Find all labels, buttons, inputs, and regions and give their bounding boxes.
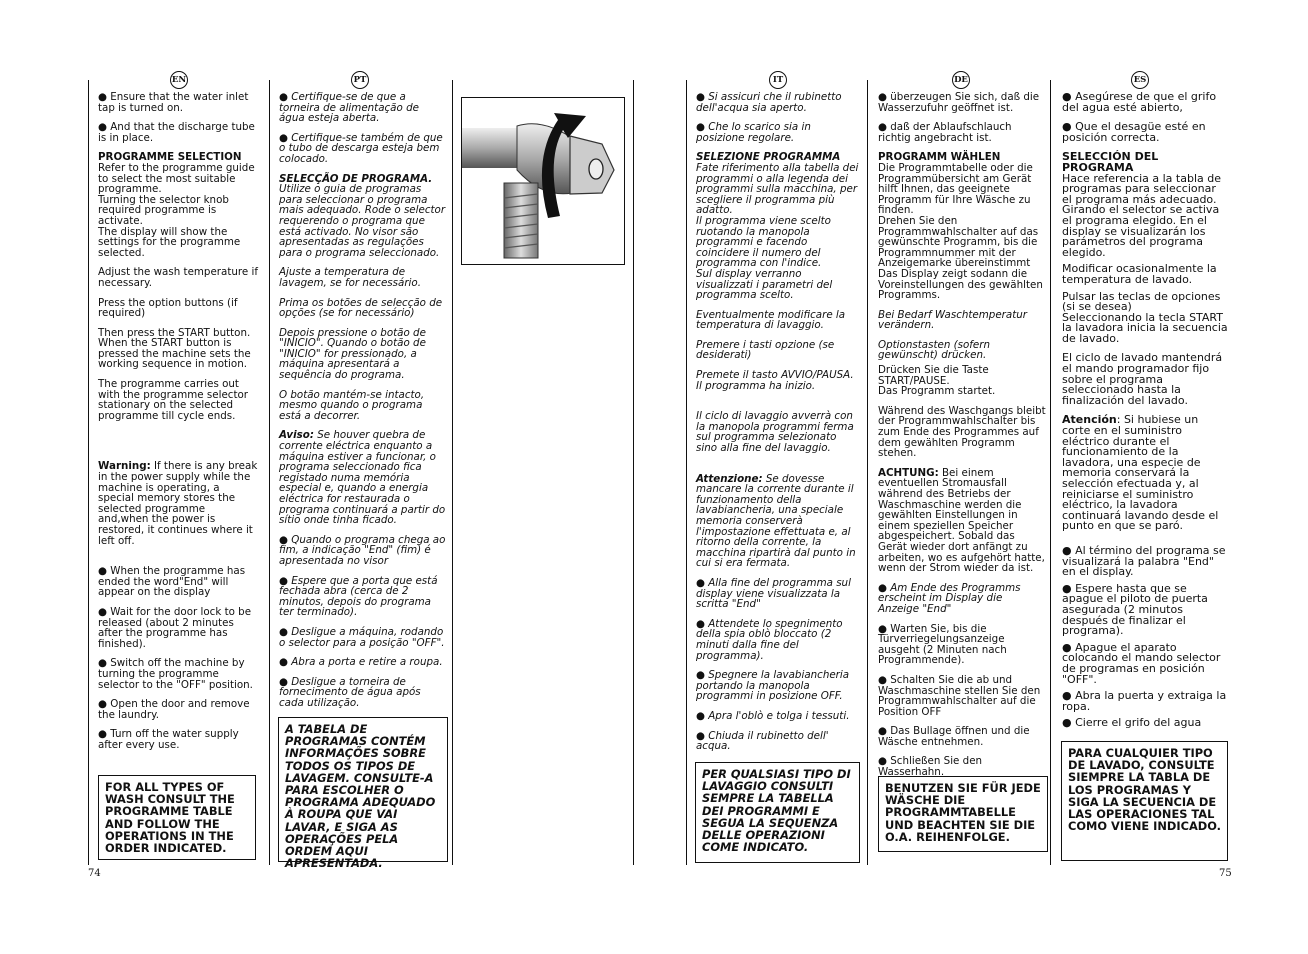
tap-icon bbox=[462, 98, 624, 264]
pt-warning-text: Se houver quebra de corrente eléctrica enquanto a máquina estiver a funcionar, o programa seleccionado fica registado numa memória especial e, quando a energia eléctrica for restaurada o programa continuará a partir do sítio onde tinha ficado. bbox=[279, 429, 446, 527]
it-start: Premete il tasto AVVIO/PAUSA. Il programma ha inizio. bbox=[696, 369, 854, 392]
pt-open-door: ● Abra a porta e retire a roupa. bbox=[279, 656, 443, 669]
es-notice-box: PARA CUALQUIER TIPO DE LAVADO, CONSULTE SIEMPRE LA TABLA DE LOS PROGRAMAS Y SIGA LA SECUENCIA DE LAS OPERACIONES TAL COMO VIENE INDICADO. bbox=[1061, 741, 1228, 861]
column-spanish bbox=[1062, 92, 1228, 738]
en-option-buttons: Press the option buttons (if required) bbox=[98, 296, 238, 320]
es-warning-label: Atención bbox=[1062, 413, 1117, 427]
lang-badge-de: DE bbox=[952, 71, 970, 89]
en-notice-box: FOR ALL TYPES OF WASH CONSULT THE PROGRAMME TABLE AND FOLLOW THE OPERATIONS IN THE ORDER INDICATED. bbox=[98, 775, 256, 860]
en-start: Then press the START button. When the START button is pressed the machine sets the working sequence in motion. bbox=[98, 326, 251, 371]
column-portuguese bbox=[279, 92, 447, 718]
en-warning bbox=[98, 461, 258, 546]
es-door-lock: ● Espere hasta que se apague el piloto de puerta asegurada (2 minutos después de finalizar el programa). bbox=[1062, 581, 1208, 638]
en-selection-text: Refer to the programme guide to select the most suitable programme. Turning the selector knob required programme is activate. The display will show the settings for the programme selected. bbox=[98, 161, 255, 259]
it-notice-box: PER QUALSIASI TIPO DI LAVAGGIO CONSULTI SEMPRE LA TABELLA DEI PROGRAMMI E SEGUA LA SEQUENZA DELLE OPERAZIONI COME INDICATO. bbox=[695, 762, 860, 863]
es-switch-off: ● Apague el aparato colocando el mando selector de programas en posición "OFF". bbox=[1062, 640, 1221, 686]
lang-badge-pt: PT bbox=[351, 71, 369, 89]
page-number-right: 75 bbox=[1219, 868, 1232, 879]
de-heading-programme-selection: PROGRAMM WÄHLEN bbox=[878, 151, 1001, 164]
en-end: ● When the programme has ended the word"End" will appear on the display bbox=[98, 565, 246, 599]
pt-warning-label: Aviso: bbox=[279, 429, 314, 442]
it-temperature: Eventualmente modificare la temperatura di lavaggio. bbox=[696, 308, 846, 332]
it-door-lock: ● Attendete lo spegnimento della spia oblò bloccato (2 minuti dalla fine del programma). bbox=[696, 617, 843, 662]
es-warning bbox=[1062, 415, 1228, 532]
it-water-supply: ● Chiuda il rubinetto dell' acqua. bbox=[696, 729, 829, 753]
page-number-left: 74 bbox=[88, 868, 101, 879]
de-warning-label: ACHTUNG: bbox=[878, 466, 939, 479]
rule-right-1 bbox=[686, 80, 687, 865]
pt-switch-off: ● Desligue a máquina, rodando o selector para a posição "OFF". bbox=[279, 625, 445, 649]
column-german bbox=[878, 92, 1046, 787]
es-warning-text: : Si hubiese un corte en el suministro eléctrico durante el funcionamiento de la lavadora, una especie de memoria conservará la selección efectuada y, al reiniciarse el suministro eléctrico, la lavadora continuará lavando desde el punto en que se paró. bbox=[1062, 413, 1219, 533]
de-temperature: Bei Bedarf Waschtemperatur verändern. bbox=[878, 308, 1028, 332]
es-selection-text: Hace referencia a la tabla de programas para seleccionar el programa más adecuado. Girando el selector se activa el programa elegido. En el display se visualizarán los parámetros del programa elegido. bbox=[1062, 171, 1221, 259]
es-discharge-tube: ● Que el desagüe esté en posición correcta. bbox=[1062, 120, 1206, 144]
de-end: ● Am Ende des Programms erscheint im Display die Anzeige "End" bbox=[878, 581, 1021, 615]
de-water-supply: ● Schließen Sie den Wasserhahn. bbox=[878, 755, 983, 779]
en-open-door: ● Open the door and remove the laundry. bbox=[98, 698, 250, 721]
en-discharge-tube: ● And that the discharge tube is in place. bbox=[98, 121, 255, 144]
it-heading-programme-selection: SELEZIONE PROGRAMMA bbox=[696, 151, 841, 164]
en-door-lock: ● Wait for the door lock to be released (about 2 minutes after the programme has finished). bbox=[98, 605, 252, 650]
en-water-supply: ● Turn off the water supply after every use. bbox=[98, 728, 239, 751]
pt-option-buttons: Prima os botões de selecção de opções (se for necessário) bbox=[279, 296, 443, 320]
pt-warning bbox=[279, 430, 447, 525]
pt-discharge-tube: ● Certifique-se também de que o tubo de descarga esteja bem colocado. bbox=[279, 131, 443, 165]
es-heading-programme-selection: SELECCIÓN DEL PROGRAMA bbox=[1062, 150, 1159, 174]
de-warning-text: Bei einem eventuellen Stromausfall während des Betriebs der Waschmaschine werden die gewählten Einstellungen in einem speziellen Speicher abgespeichert. Sobald das Gerät wieder dort anfängt zu arbeiten, wo es aufgehört hatte, wenn der Strom wieder da ist. bbox=[878, 466, 1045, 575]
en-warning-text: If there is any break in the power supply while the machine is operating, a special memory stores the selected programme and,when the power is restored, it continues where it left off. bbox=[98, 460, 258, 547]
rule-right-3 bbox=[1050, 80, 1051, 865]
pt-heading-programme-selection: SELECÇÃO DE PROGRAMA. bbox=[279, 172, 433, 185]
pt-water-supply: ● Desligue a torneira de fornecimento de água após cada utilização. bbox=[279, 675, 421, 709]
pt-selection-text: Utilize o guia de programas para seleccionar o programa mais adequado. Rode o selector requerendo o programa que está activado. No visor são apresentadas as regulações para o programa seleccionado. bbox=[279, 183, 446, 259]
de-start: Drücken Sie die Taste START/PAUSE. Das Programm startet. bbox=[878, 364, 996, 398]
lang-badge-it: IT bbox=[769, 71, 787, 89]
en-heading-programme-selection: PROGRAMME SELECTION bbox=[98, 151, 242, 164]
rule-right-2 bbox=[867, 80, 868, 865]
de-selection-text: Die Programmtabelle oder die Programmübersicht am Gerät hilft Ihnen, das geeignete Programm für Ihre Wäsche zu finden. Drehen Sie den Programmwahlschalter auf das gewünschte Programm, bis die Programmnummer mit der Anzeigemarke übereinstimmt Das Display zeigt sodann die Voreinstellungen des gewählten Programms. bbox=[878, 161, 1043, 302]
es-inlet-tap: ● Asegúrese de que el grifo del agua esté abierto, bbox=[1062, 90, 1217, 114]
lang-badge-en: EN bbox=[170, 71, 188, 89]
de-door-lock: ● Warten Sie, bis die Türverriegelungsanzeige ausgeht (2 Minuten nach Programmende). bbox=[878, 622, 1007, 667]
es-open-door: ● Abra la puerta y extraiga la ropa. bbox=[1062, 689, 1227, 713]
it-warning-label: Attenzione: bbox=[696, 472, 763, 485]
it-discharge-tube: ● Che lo scarico sia in posizione regolare. bbox=[696, 121, 811, 144]
water-tap-illustration bbox=[461, 97, 625, 265]
es-water-supply: ● Cierre el grifo del agua bbox=[1062, 716, 1202, 730]
de-notice-box: BENUTZEN SIE FÜR JEDE WÄSCHE DIE PROGRAMMTABELLE UND BEACHTEN SIE DIE O.A. REIHENFOLGE. bbox=[878, 776, 1048, 852]
es-end: ● Al término del programa se visualizará la palabra "End" en el display. bbox=[1062, 543, 1226, 579]
it-switch-off: ● Spegnere la lavabiancheria portando la manopola programmi in posizione OFF. bbox=[696, 669, 850, 703]
en-inlet-tap: ● Ensure that the water inlet tap is turned on. bbox=[98, 91, 249, 114]
pt-temperature: Ajuste a temperatura de lavagem, se for necessário. bbox=[279, 266, 421, 289]
it-cycle: Il ciclo di lavaggio avverrà con la manopola programmi ferma sul programma selezionato sino alla fine del lavaggio. bbox=[696, 410, 854, 455]
de-open-door: ● Das Bullage öffnen und die Wäsche entnehmen. bbox=[878, 725, 1030, 748]
pt-start: Depois pressione o botão de "INICIO". Quando o botão de "INICIO" for pressionado, a máquina apresentará a sequência do programa. bbox=[279, 326, 426, 382]
es-option-buttons: Pulsar las teclas de opciones (si se desea) Seleccionando la tecla START la lavadora inicia la secuencia de lavado. bbox=[1062, 289, 1228, 345]
de-option-buttons: Optionstasten (sofern gewünscht) drücken. bbox=[878, 338, 991, 362]
it-warning bbox=[696, 474, 860, 569]
rule-left-4 bbox=[633, 80, 634, 865]
pt-end: ● Quando o programa chega ao fim, a indicação "End" (fim) é apresentada no visor bbox=[279, 533, 446, 567]
en-temperature: Adjust the wash temperature if necessary. bbox=[98, 266, 259, 289]
pt-notice-box: A TABELA DE PROGRAMAS CONTÉM INFORMAÇÕES SOBRE TODOS OS TIPOS DE LAVAGEM. CONSULTE-A PARA ESCOLHER O PROGRAMA ADEQUADO À ROUPA QUE VAI LAVAR, E SIGA AS OPERAÇÕES PELA ORDEM AQUI APRESENTADA. bbox=[278, 717, 448, 862]
it-selection-text: Fate riferimento alla tabella dei programmi o alla legenda dei programmi sulla macchina, per scegliere il programma più adatto. Il programma viene scelto ruotando la manopola programmi e facendo coincidere il numero del programma con l'indice. Sul display verranno visualizzati i parametri del programma scelto. bbox=[696, 161, 859, 302]
de-warning bbox=[878, 468, 1046, 574]
rule-left-1 bbox=[88, 80, 89, 865]
de-switch-off: ● Schalten Sie die ab und Waschmaschine stellen Sie den Programmwahlschalter auf die Position OFF bbox=[878, 673, 1041, 718]
it-inlet-tap: ● Si assicuri che il rubinetto dell'acqua sia aperto. bbox=[696, 91, 842, 114]
de-discharge-tube: ● daß der Ablaufschlauch richtig angebracht ist. bbox=[878, 121, 1012, 144]
rule-left-3 bbox=[452, 80, 453, 865]
it-end: ● Alla fine del programma sul display viene visualizzata la scritta "End" bbox=[696, 576, 851, 611]
es-temperature: Modificar ocasionalmente la temperatura de lavado. bbox=[1062, 262, 1217, 286]
en-switch-off: ● Switch off the machine by turning the programme selector to the "OFF" position. bbox=[98, 657, 253, 691]
es-cycle: El ciclo de lavado mantendrá el mando programador fijo sobre el programa seleccionado hasta la finalización del lavado. bbox=[1062, 351, 1223, 407]
rule-left-2 bbox=[269, 80, 270, 865]
de-cycle: Während des Waschgangs bleibt der Programmwahlschalter bis zum Ende des Programmes auf dem gewählten Programm stehen. bbox=[878, 404, 1046, 460]
pt-inlet-tap: ● Certifique-se de que a torneira de alimentação de água esteja aberta. bbox=[279, 91, 419, 125]
de-inlet-tap: ● überzeugen Sie sich, daß die Wasserzufuhr geöffnet ist. bbox=[878, 91, 1040, 114]
en-warning-label: Warning: bbox=[98, 460, 151, 473]
pt-door-lock: ● Espere que a porta que está fechada abra (cerca de 2 minutos, depois do programa ter terminado). bbox=[279, 574, 438, 619]
it-open-door: ● Apra l'oblò e tolga i tessuti. bbox=[696, 709, 850, 722]
it-option-buttons: Premere i tasti opzione (se desiderati) bbox=[696, 338, 835, 362]
en-cycle: The programme carries out with the programme selector stationary on the selected programme till cycle ends. bbox=[98, 378, 249, 422]
it-warning-text: Se dovesse mancare la corrente durante il funzionamento della lavabiancheria, una speciale memoria conserverà l'impostazione effettuata e, al ritorno della corrente, la macchina ripartirà dal punto in cui si era fermata. bbox=[696, 472, 856, 570]
pt-cycle: O botão mantém-se intacto, mesmo quando o programa está a decorrer. bbox=[279, 388, 425, 422]
column-italian bbox=[696, 92, 860, 761]
lang-badge-es: ES bbox=[1131, 71, 1149, 89]
column-english bbox=[98, 92, 258, 760]
